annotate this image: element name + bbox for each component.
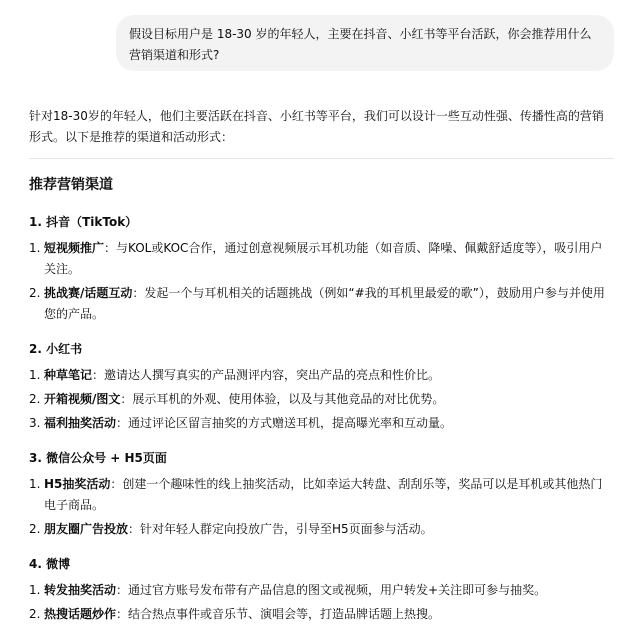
- section-title: 推荐营销渠道: [29, 177, 113, 193]
- list-item: [29, 389, 614, 410]
- list-item: [29, 580, 614, 601]
- item-text: ：与KOL或KOC合作，通过创意视频展示耳机功能（如音质、降噪、佩戴舒适度等），吸引用户关注。: [44, 241, 603, 276]
- item-number: 2.: [29, 522, 41, 536]
- channel-title: 2. 小红书: [29, 342, 83, 356]
- item-number: 1.: [29, 368, 41, 382]
- channel-title: 1. 抖音（TikTok）: [29, 215, 138, 229]
- list-item: [29, 238, 614, 280]
- list-item: [29, 365, 614, 386]
- channel-item-list: [29, 365, 614, 434]
- item-number: 2.: [29, 607, 41, 621]
- channel-wechat: [29, 448, 614, 540]
- item-key: 朋友圈广告投放: [44, 522, 129, 536]
- item-key: 开箱视频/图文: [44, 392, 121, 406]
- item-key: 短视频推广: [44, 241, 105, 255]
- channel-title: 4. 微博: [29, 557, 71, 571]
- item-text: ：通过评论区留言抽奖的方式赠送耳机，提高曝光率和互动量。: [116, 416, 453, 430]
- item-number: 2.: [29, 392, 41, 406]
- item-key: 种草笔记: [44, 368, 93, 382]
- item-number: 3.: [29, 416, 41, 430]
- item-text: ：针对年轻人群定向投放广告，引导至H5页面参与活动。: [128, 522, 433, 536]
- item-text: ：发起一个与耳机相关的话题挑战（例如“#我的耳机里最爱的歌”），鼓励用户参与并使用您的产品。: [44, 286, 605, 321]
- channel-douyin: [29, 212, 614, 325]
- channel-item-list: [29, 474, 614, 540]
- item-key: 转发抽奖活动: [44, 583, 117, 597]
- channel-weibo: [29, 554, 614, 625]
- item-text: ：通过官方账号发布带有产品信息的图文或视频，用户转发+关注即可参与抽奖。: [116, 583, 547, 597]
- item-text: ：邀请达人撰写真实的产品测评内容，突出产品的亮点和性价比。: [92, 368, 441, 382]
- list-item: [29, 519, 614, 540]
- item-number: 2.: [29, 286, 41, 300]
- item-key: 挑战赛/话题互动: [44, 286, 133, 300]
- user-message-bubble: [116, 15, 614, 71]
- item-key: 热搜话题炒作: [44, 607, 117, 621]
- channel-item-list: [29, 238, 614, 325]
- item-number: 1.: [29, 583, 41, 597]
- list-item: [29, 283, 614, 325]
- item-text: ：创建一个趣味性的线上抽奖活动，比如幸运大转盘、刮刮乐等，奖品可以是耳机或其他热门电子商品。: [44, 477, 603, 512]
- channel-xiaohongshu: [29, 339, 614, 434]
- item-number: 1.: [29, 241, 41, 255]
- divider: [29, 158, 614, 159]
- user-message-text: 假设目标用户是 18-30 岁的年轻人，主要在抖音、小红书等平台活跃，你会推荐用什么营销渠道和形式?: [129, 27, 592, 62]
- channel-item-list: [29, 580, 614, 625]
- assistant-message: [29, 106, 614, 628]
- channel-title: 3. 微信公众号 + H5页面: [29, 451, 167, 465]
- item-number: 1.: [29, 477, 41, 491]
- list-item: [29, 604, 614, 625]
- item-key: 福利抽奖活动: [44, 416, 117, 430]
- assistant-intro: 针对18-30岁的年轻人，他们主要活跃在抖音、小红书等平台，我们可以设计一些互动性强、传播性高的营销形式。以下是推荐的渠道和活动形式：: [29, 109, 604, 144]
- item-text: ：展示耳机的外观、使用体验，以及与其他竞品的对比优势。: [120, 392, 445, 406]
- list-item: [29, 474, 614, 516]
- list-item: [29, 413, 614, 434]
- item-text: ：结合热点事件或音乐节、演唱会等，打造品牌话题上热搜。: [116, 607, 441, 621]
- item-key: H5抽奖活动: [44, 477, 111, 491]
